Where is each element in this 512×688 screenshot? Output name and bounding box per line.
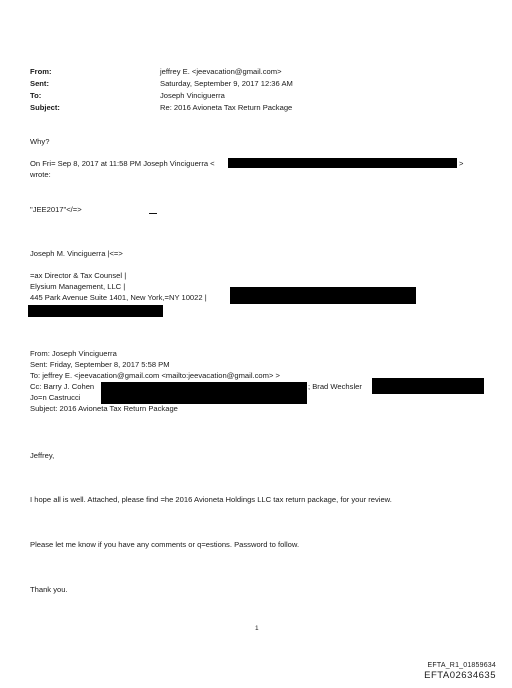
sent-value: Saturday, September 9, 2017 12:36 AM	[160, 79, 293, 88]
signature-name: Joseph M. Vinciguerra |<=>	[30, 249, 123, 258]
subject-label: Subject:	[30, 103, 60, 112]
redaction-box	[28, 305, 163, 317]
reply-text: Why?	[30, 137, 50, 146]
original-to: To: jeffrey E. <jeevacation@gmail.com <mailto:jeevacation@gmail.com> >	[30, 371, 280, 380]
original-subject: Subject: 2016 Avioneta Tax Return Package	[30, 404, 178, 413]
underline-mark	[149, 213, 157, 214]
greeting: Jeffrey,	[30, 451, 55, 460]
signature-title: =ax Director & Tax Counsel |	[30, 271, 127, 280]
quoted-wrote: wrote:	[30, 170, 51, 179]
quoted-attribution: On Fri= Sep 8, 2017 at 11:58 PM Joseph Vinciguerra <	[30, 159, 215, 168]
redaction-box	[228, 158, 457, 168]
redaction-box	[372, 378, 484, 394]
to-label: To:	[30, 91, 42, 100]
body-paragraph: I hope all is well. Attached, please find =he 2016 Avioneta Holdings LLC tax return package, for your review.	[30, 495, 392, 504]
body-paragraph: Please let me know if you have any comments or q=estions. Password to follow.	[30, 540, 300, 549]
quoted-attribution-end: >	[459, 159, 464, 168]
sent-label: Sent:	[30, 79, 49, 88]
bates-number: EFTA02634635	[424, 670, 496, 681]
closing: Thank you.	[30, 585, 68, 594]
page-number: 1	[255, 625, 259, 632]
original-cc-cont: Jo=n Castrucci	[30, 393, 81, 402]
subject-value: Re: 2016 Avioneta Tax Return Package	[160, 103, 293, 112]
to-value: Joseph Vinciguerra	[160, 91, 225, 100]
quoted-line: "JEE2017"</=>	[30, 205, 82, 214]
redaction-box	[101, 382, 307, 404]
bates-number: EFTA_R1_01859634	[427, 662, 496, 669]
original-cc: Cc: Barry J. Cohen	[30, 382, 95, 391]
original-cc-second: ; Brad Wechsler	[308, 382, 362, 391]
signature-address: 445 Park Avenue Suite 1401, New York,=NY 10022 |	[30, 293, 207, 302]
signature-company: Elysium Management, LLC |	[30, 282, 126, 291]
redaction-box	[230, 287, 416, 304]
from-label: From:	[30, 67, 52, 76]
original-from: From: Joseph Vinciguerra	[30, 349, 117, 358]
original-sent: Sent: Friday, September 8, 2017 5:58 PM	[30, 360, 170, 369]
from-value: jeffrey E. <jeevacation@gmail.com>	[160, 67, 282, 76]
